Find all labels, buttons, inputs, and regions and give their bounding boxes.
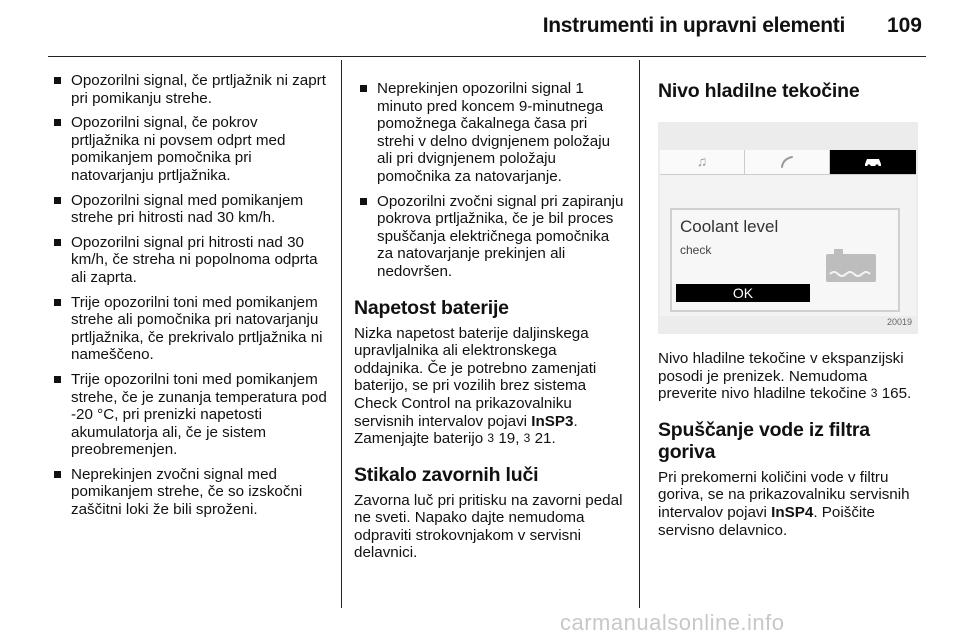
fuel-filter-section xyxy=(658,419,926,539)
page-ref[interactable]: 21. xyxy=(530,430,556,448)
music-note-icon: ♫ xyxy=(660,150,745,174)
list-item: Opozorilni signal med pomikanjem strehe pri hitrosti nad 30 km/h. xyxy=(48,192,330,227)
inspection-code: InSP3 xyxy=(531,412,574,430)
list-item: Opozorilni zvočni signal pri zapiranju pokrova prtljažnika, če je bil proces spuščanja električnega pomočnika za natovarjanje prekinjen ali nedovršen. xyxy=(354,193,626,281)
list-item: Trije opozorilni toni med pomikanjem strehe ali pomočnika pri natovarjanju prtljažnika, če prekrivalo prtljažnika ni nameščeno. xyxy=(48,294,330,364)
watermark: carmanualsonline.info xyxy=(560,610,785,635)
list-item: Neprekinjen opozorilni signal 1 minuto pred koncem 9-minutnega pomožnega čakalnega časa pri strehi v delno dvignjenem položaju ali pri dvignjenem položaju pomočnika za natovarjanje. xyxy=(354,80,626,186)
arrow-ref-icon: 3 xyxy=(487,431,495,446)
fuel-filter-heading: Spuščanje vode iz filtra goriva xyxy=(658,418,870,463)
fuel-text-body: Pri prekomerni količini vode v filtru goriva, se na prikazovalniku servisnih intervalov pojavi xyxy=(658,468,910,521)
message-subtitle: check xyxy=(680,243,712,257)
battery-section xyxy=(354,297,626,448)
column-divider-2 xyxy=(639,60,640,608)
arrow-ref-icon: 3 xyxy=(523,431,531,446)
list-item: Opozorilni signal, če prtljažnik ni zaprt pri pomikanju strehe. xyxy=(48,72,330,107)
coolant-tank-icon xyxy=(824,248,878,284)
message-title: Coolant level xyxy=(680,217,779,236)
column-1 xyxy=(48,72,330,526)
page-title: Instrumenti in upravni elementi xyxy=(542,14,845,37)
ok-button[interactable]: OK xyxy=(676,284,810,302)
fuel-text-end: . Poiščite servisno delavnico. xyxy=(658,503,875,539)
coolant-display-figure xyxy=(658,122,918,334)
page-ref[interactable]: 165. xyxy=(877,385,912,403)
warning-list xyxy=(48,72,330,519)
warning-list-continued xyxy=(354,80,626,281)
column-2 xyxy=(354,80,626,562)
page-ref[interactable]: 19, xyxy=(494,430,520,448)
coolant-text-body: Nivo hladilne tekočine v ekspanzijski posodi je prenizek. Nemudoma preverite nivo hladilne tekočine xyxy=(658,350,904,403)
column-3 xyxy=(658,80,926,539)
list-item: Opozorilni signal, če pokrov prtljažnika ni povsem odprt med pomikanjem pomočnika pri natovarjanju prtljažnika. xyxy=(48,114,330,184)
battery-text-body: Nizka napetost baterije daljinskega upravljalnika ali elektronskega oddajnika. Če je potrebno zamenjati baterijo, se pri vozilih brez sistema Check Control na prikazovalniku servisnih intervalov pojavi xyxy=(354,324,597,430)
brake-heading: Stikalo zavornih luči xyxy=(354,463,539,486)
coolant-text xyxy=(658,350,926,403)
figure-number: 20019 xyxy=(886,317,912,328)
list-item: Neprekinjen zvočni signal med pomikanjem strehe, če so izskočni zaščitni loki že bili sproženi. xyxy=(48,466,330,519)
battery-text-mid: . Zamenjajte baterijo xyxy=(354,412,578,448)
inspection-code: InSP4 xyxy=(771,503,814,521)
brake-section xyxy=(354,464,626,562)
display-tabbar xyxy=(660,150,916,175)
brake-text: Zavorna luč pri pritisku na zavorni pedal ne sveti. Napako dajte nemudoma odpraviti strokovnjakom v servisni delavnici. xyxy=(354,491,623,562)
battery-heading: Napetost baterije xyxy=(354,296,509,319)
header-divider xyxy=(48,56,926,57)
list-item: Trije opozorilni toni med pomikanjem strehe, če je zunanja temperatura pod -20 °C, pri prenizki napetosti akumulatorja ali, če je sistem preobremenjen. xyxy=(48,371,330,459)
arrow-ref-icon: 3 xyxy=(870,386,878,401)
battery-text xyxy=(354,325,626,448)
phone-icon xyxy=(745,150,830,174)
list-item: Opozorilni signal pri hitrosti nad 30 km/h, če streha ni popolnoma odprta ali zaprta. xyxy=(48,234,330,287)
fuel-filter-text xyxy=(658,469,926,539)
page-number: 109 xyxy=(886,14,922,37)
column-divider-1 xyxy=(341,60,342,608)
coolant-heading: Nivo hladilne tekočine xyxy=(658,80,860,102)
car-icon xyxy=(830,150,916,174)
page-header xyxy=(0,0,960,52)
